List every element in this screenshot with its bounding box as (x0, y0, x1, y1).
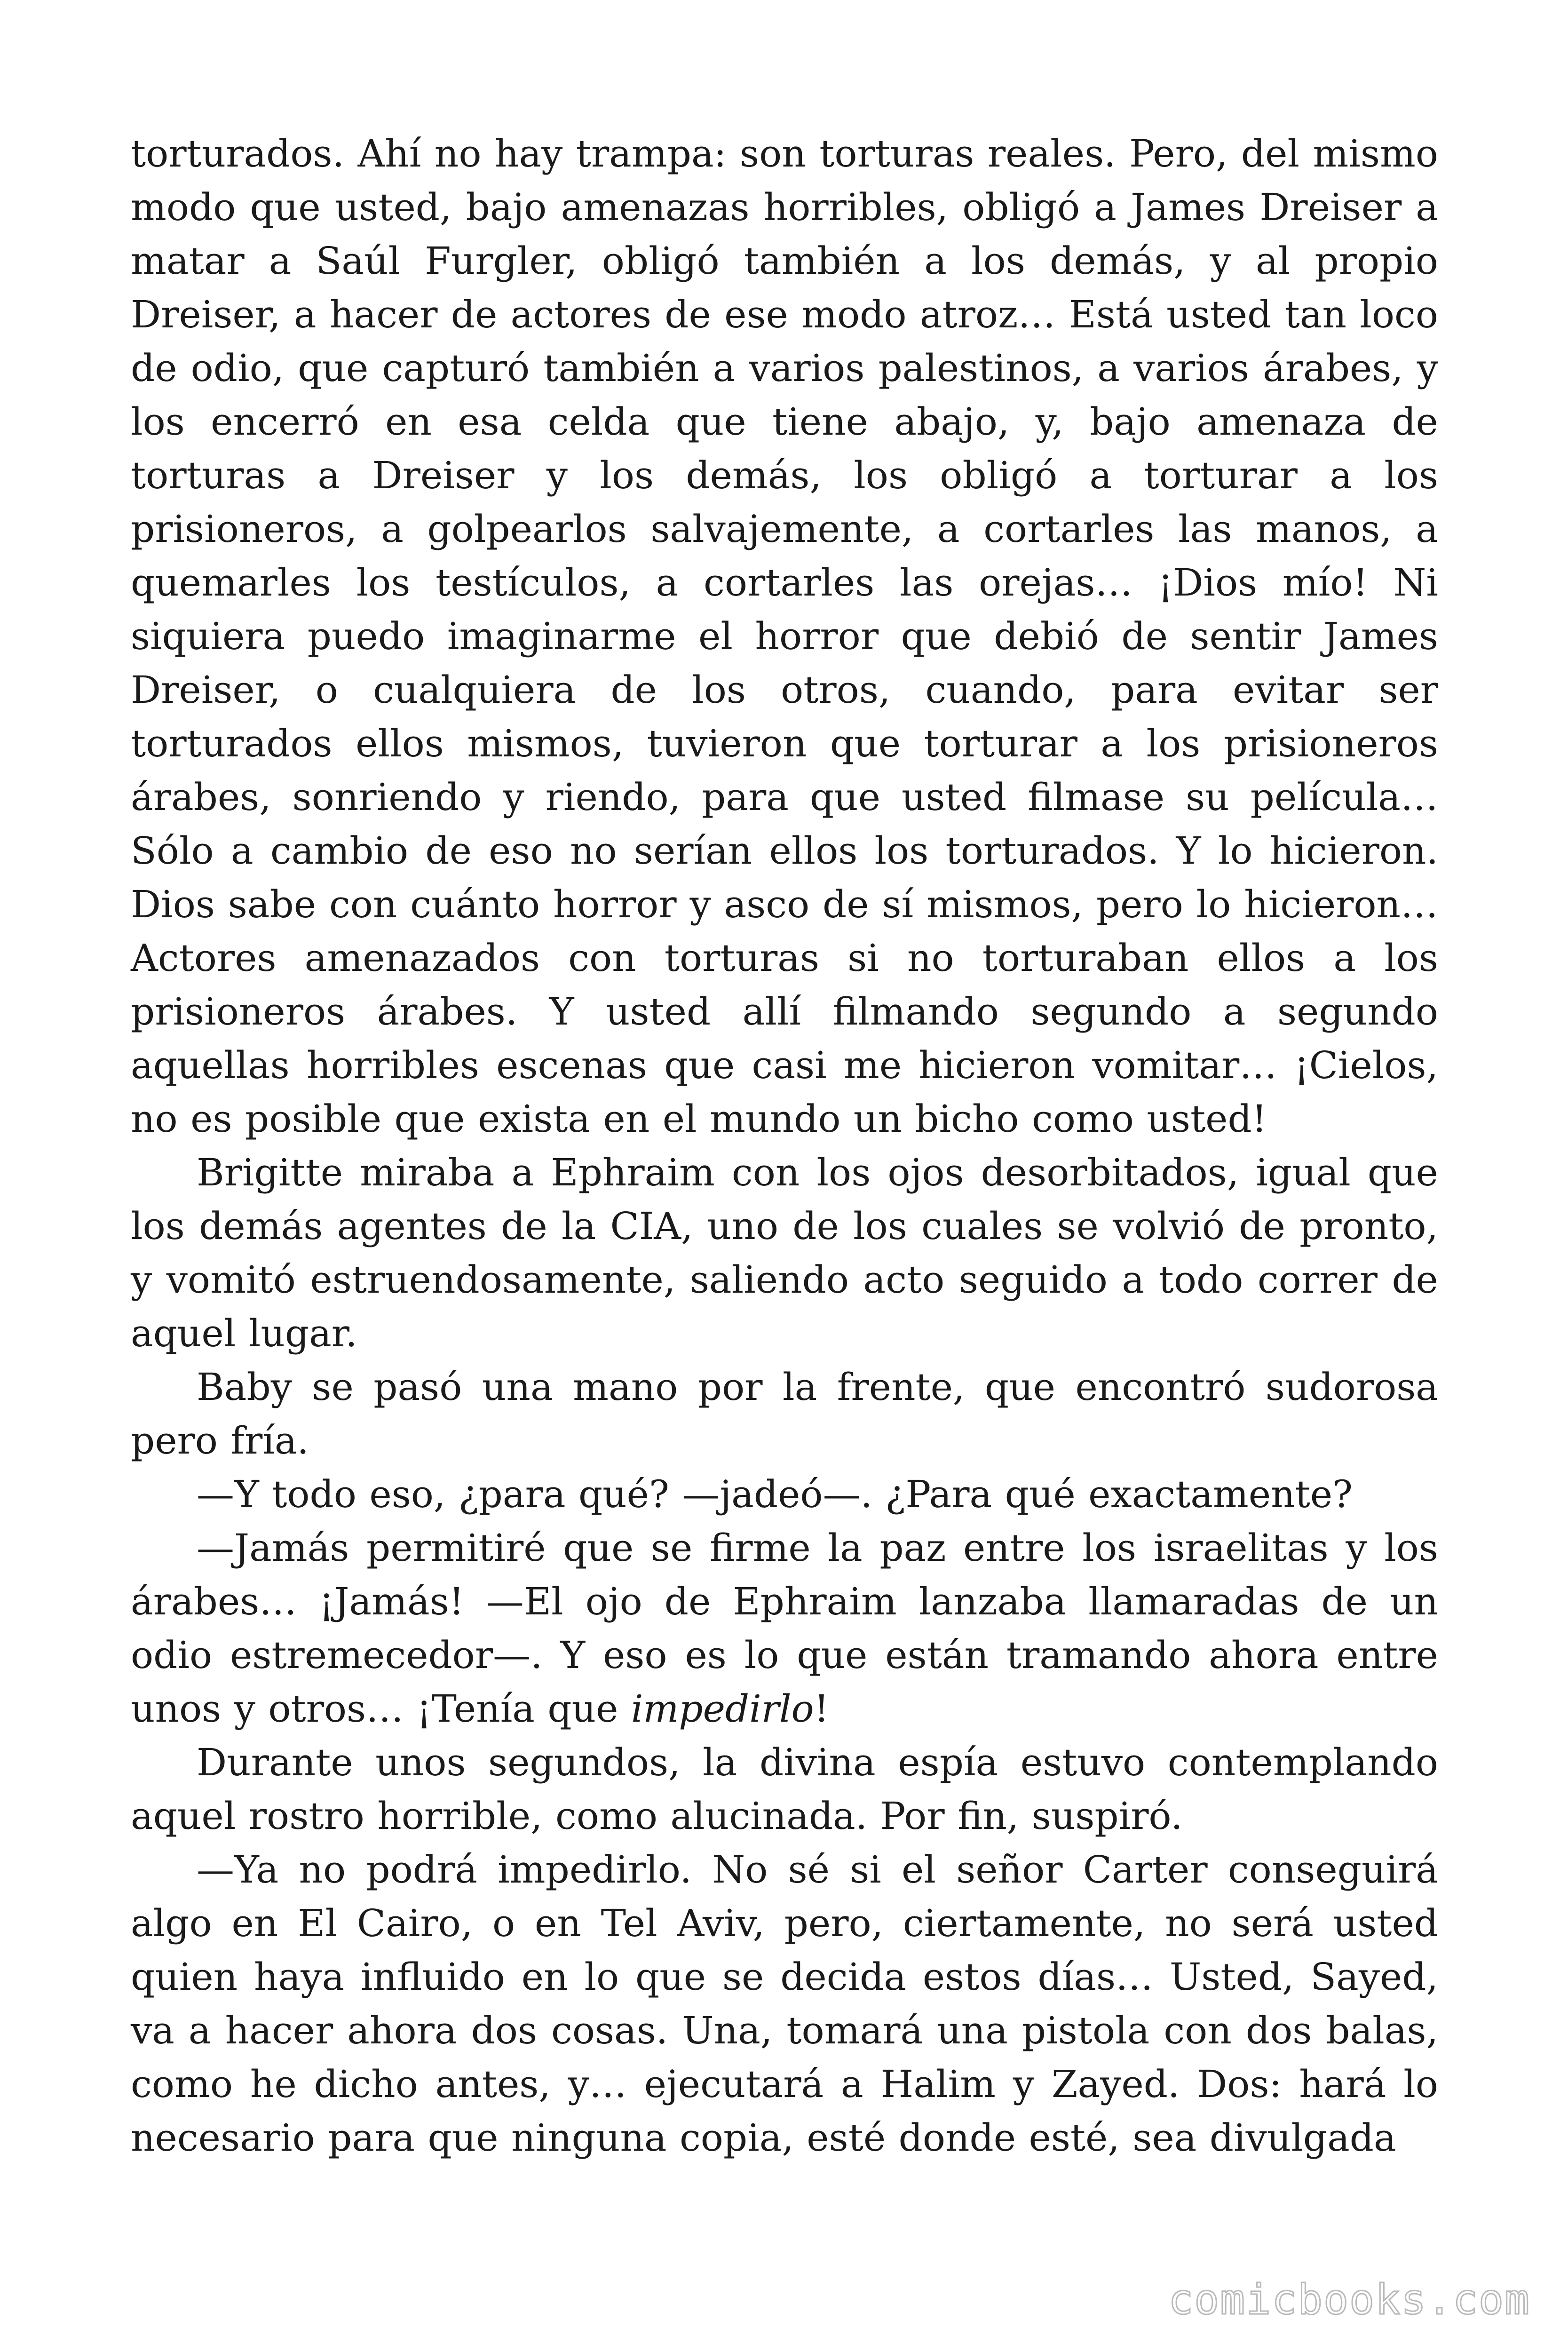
watermark: comicbooks.com (1168, 2275, 1530, 2324)
paragraph-2: Brigitte miraba a Ephraim con los ojos desorbitados, igual que los demás agentes de la CIA, uno de los cuales se volvió de pronto, y vomitó estruendosamente, saliendo acto seguido a todo correr de aquel lugar. (131, 1151, 1438, 1355)
paragraph-7: —Ya no podrá impedirlo. No sé si el señor Carter conseguirá algo en El Cairo, o en Tel Aviv, pero, ciertamente, no será usted quien haya influido en lo que se decida estos días… Usted, Sayed, va a hacer ahora dos cosas. Una, tomará una pistola con dos balas, como he dicho antes, y… ejecutará a Halim y Zayed. Dos: hará lo necesario para que ninguna copia, esté donde esté, sea divulgada (131, 1848, 1438, 2160)
paragraph-5-italic: impedirlo (631, 1687, 814, 1731)
paragraph-6: Durante unos segundos, la divina espía estuvo contemplando aquel rostro horrible, como alucinada. Por fin, suspiró. (131, 1740, 1438, 1838)
paragraph-3: Baby se pasó una mano por la frente, que encontró sudorosa pero fría. (131, 1365, 1438, 1462)
paragraph-4: —Y todo eso, ¿para qué? —jadeó—. ¿Para qué exactamente? (197, 1472, 1353, 1516)
paragraph-5-text: —Jamás permitiré que se firme la paz entre los israelitas y los árabes… ¡Jamás! —El ojo de Ephraim lanzaba llamaradas de un odio estremecedor—. Y eso es lo que están tramando ahora entre unos y otros… ¡Tenía que (131, 1526, 1438, 1731)
paragraph-1: torturados. Ahí no hay trampa: son torturas reales. Pero, del mismo modo que usted, bajo amenazas horribles, obligó a James Dreiser a matar a Saúl Furgler, obligó también a los demás, y al propio Dreiser, a hacer de actores de ese modo atroz… Está usted tan loco de odio, que capturó también a varios palestinos, a varios árabes, y los encerró en esa celda que tiene abajo, y, bajo amenaza de torturas a Dreiser y los demás, los obligó a torturar a los prisioneros, a golpearlos salvajemente, a cortarles las manos, a quemarles los testículos, a cortarles las orejas… ¡Dios mío! Ni siquiera puedo imaginarme el horror que debió de sentir James Dreiser, o cualquiera de los otros, cuando, para evitar ser torturados ellos mismos, tuvieron que torturar a los prisioneros árabes, sonriendo y riendo, para que usted filmase su película… Sólo a cambio de eso no serían ellos los torturados. Y lo hicieron. Dios sabe con cuánto horror y asco de sí mismos, pero lo hicieron… Actores amenazados con torturas si no torturaban ellos a los prisioneros árabes. Y usted allí filmando segundo a segundo aquellas horribles escenas que casi me hicieron vomitar… ¡Cielos, no es posible que exista en el mundo un bicho como usted! (131, 132, 1438, 1141)
paragraph-5 (131, 1521, 1438, 1736)
book-page (131, 127, 1438, 2165)
paragraph-5-end: ! (814, 1687, 829, 1731)
